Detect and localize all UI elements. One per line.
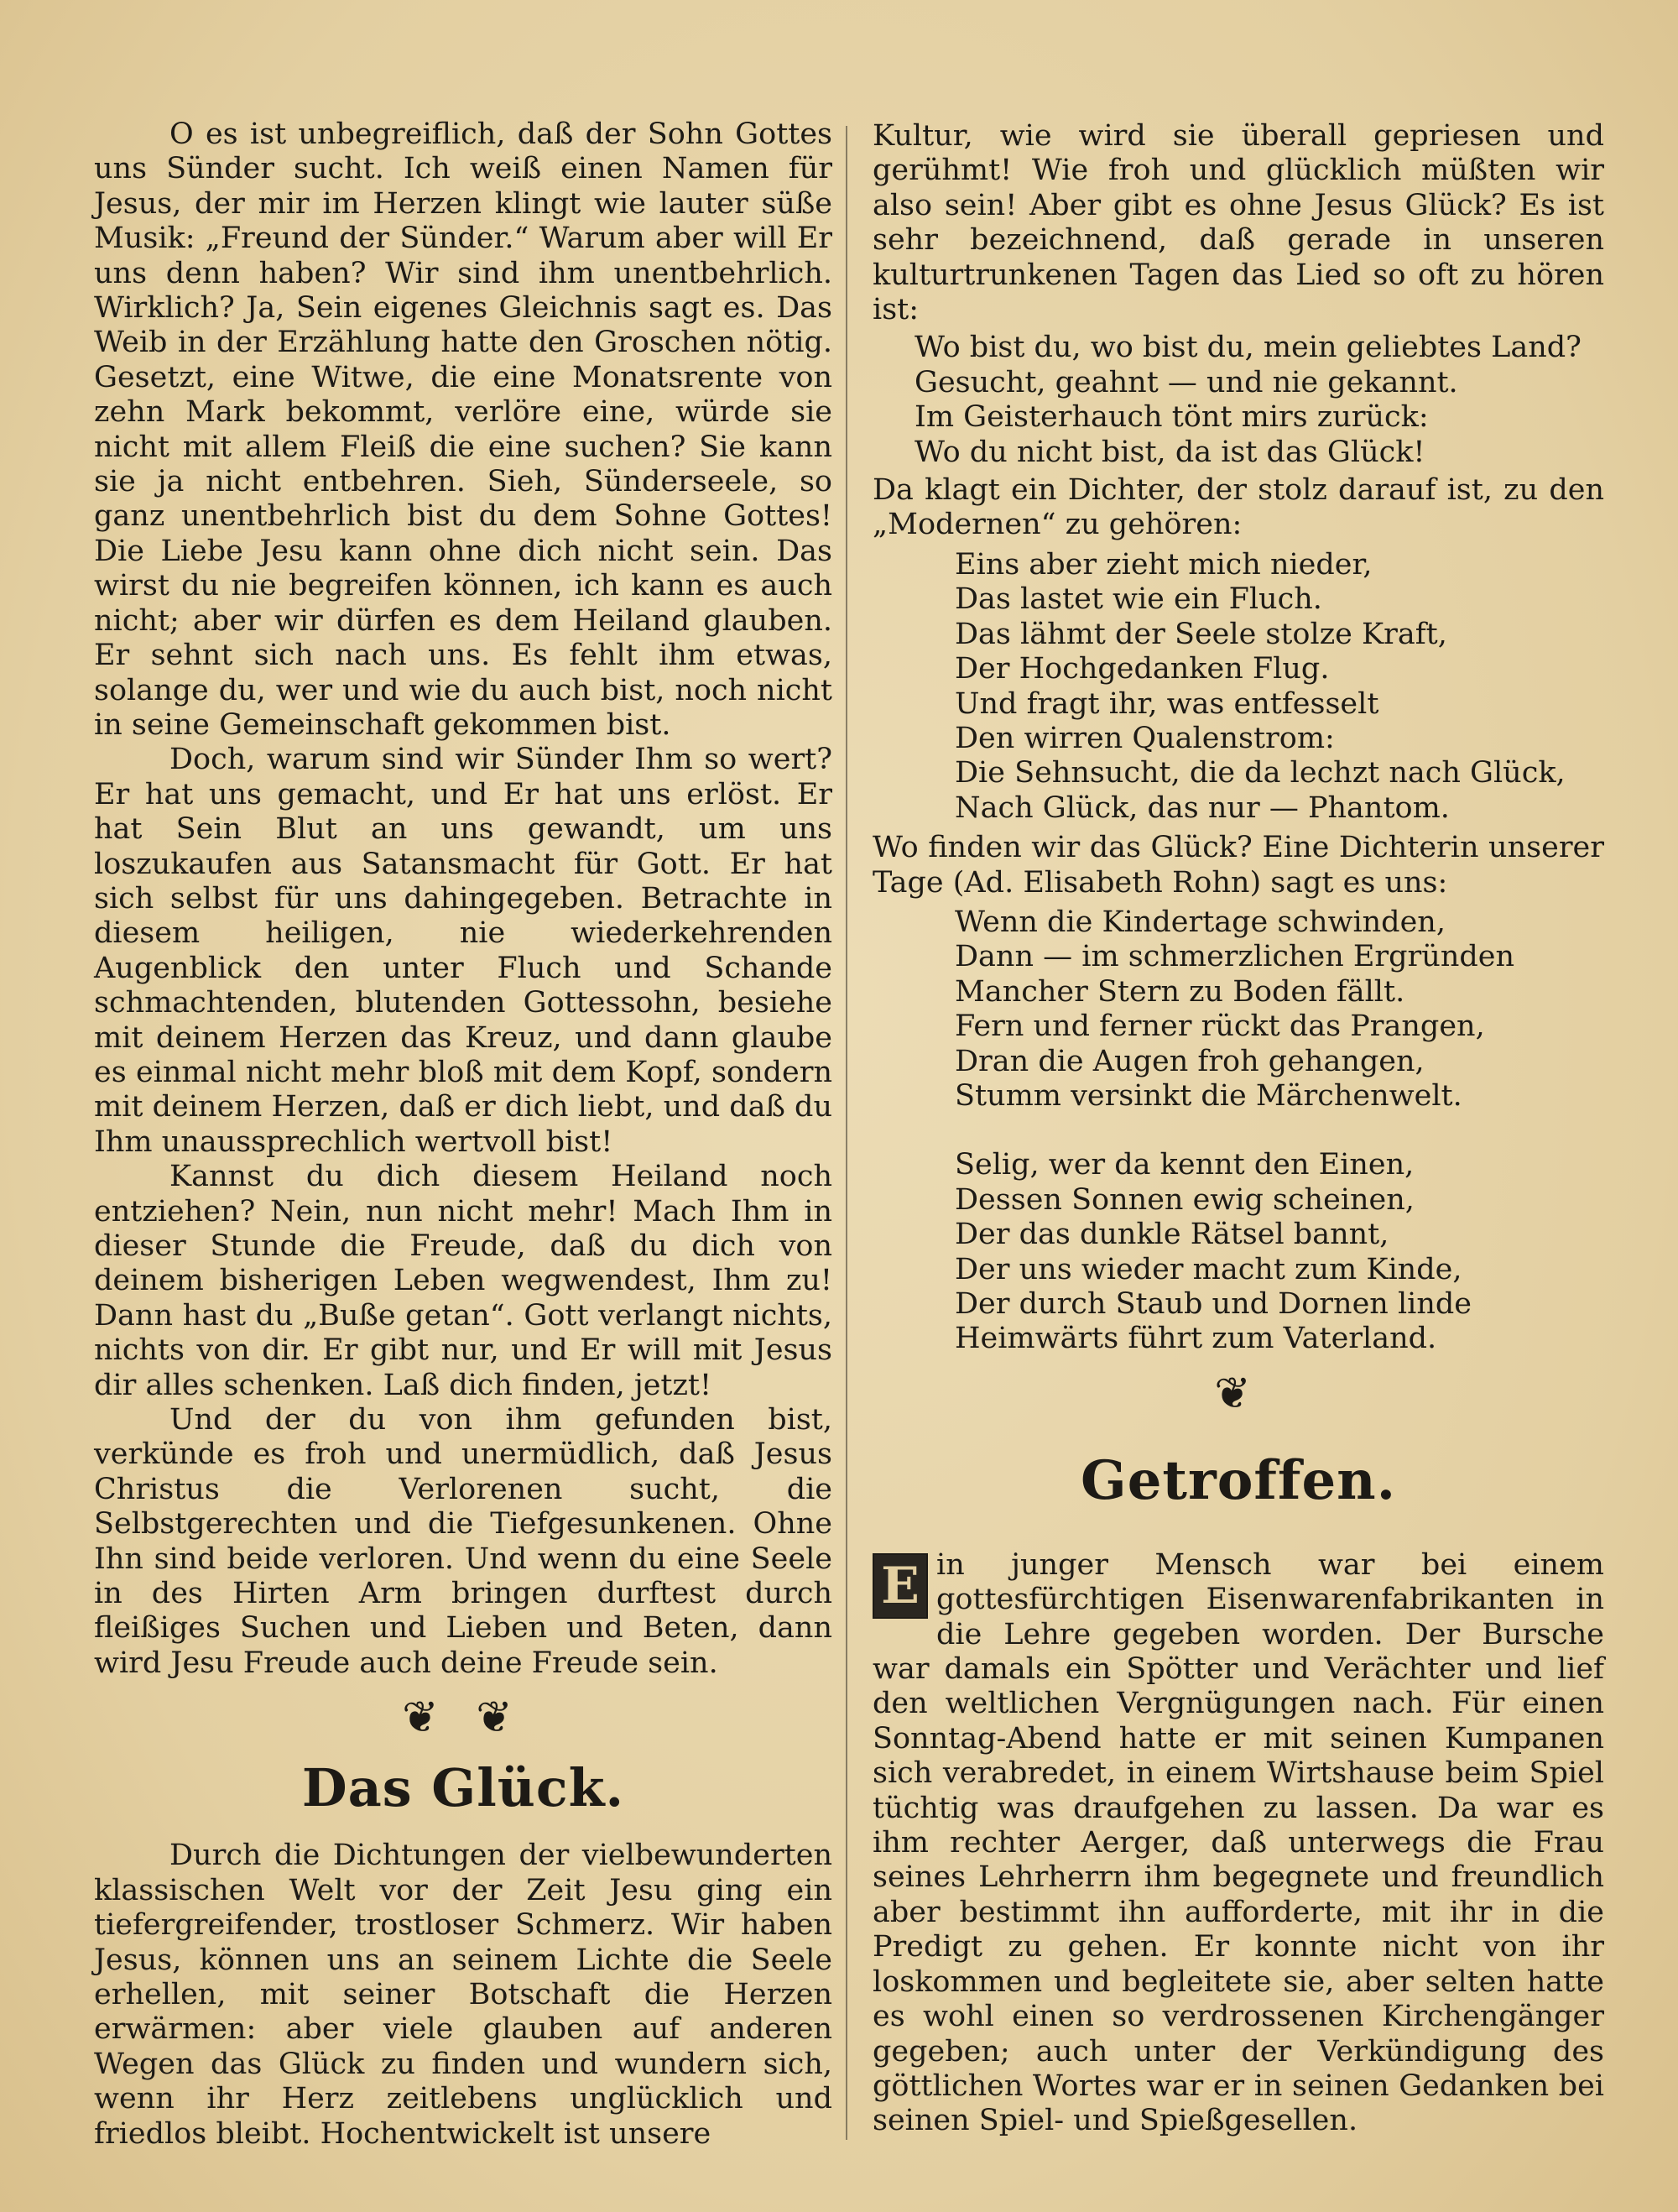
poem-line: Selig, wer da kennt den Einen, xyxy=(955,1148,1415,1182)
paragraph: Und der du von ihm gefunden bist, verkünde es froh und unermüdlich, daß Jesus Christus die Verlorenen sucht, die Selbstgerechten und die Tiefgesunkenen. Ohne Ihn sind beide verloren. Und wenn du eine Seele in des Hirten Arm bringen durftest durch fleißiges Suchen und Lieben und Beten, dann wird Jesu Freude auch deine Freude sein. xyxy=(94,1403,832,1680)
poem-line: Eins aber zieht mich nieder, xyxy=(955,547,1373,582)
article-heading: Das Glück. xyxy=(301,1757,625,1819)
story-text: in junger Mensch war bei einem gottesfürchtigen Eisenwarenfabrikanten in die Lehre gegeben worden. Der Bursche war damals ein Spötter und Verächter und lief den weltlichen Vergnügungen nach. Für einen Sonntag-Abend hatte er mit seinen Kumpanen sich verabredet, in einem Wirtshause beim Spiel tüchtig was draufgehen zu lassen. Da war es ihm rechter Aerger, daß unterwegs die Frau seines Lehrherrn ihm begegnete und freundlich aber bestimmt ihn aufforderte, mit ihr in die Predigt zu gehen. Er konnte nicht von ihr loskommen und begleitete sie, aber selten hatte es wohl einen so verdrossenen Kirchengänger gegeben; auch unter der Verkündigung des göttlichen Wortes war er in seinen Gedanken bei seinen Spiel- und Spießgesellen. xyxy=(873,1547,1604,2138)
poem-line: Den wirren Qualenstrom: xyxy=(955,721,1335,755)
poem-line: Der das dunkle Rätsel bannt, xyxy=(955,1218,1389,1252)
ornament-divider: ❦ xyxy=(1214,1368,1263,1419)
poem xyxy=(955,548,1604,826)
poem-line: Das lastet wie ein Fluch. xyxy=(955,582,1322,617)
article-heading: Getroffen. xyxy=(1081,1448,1396,1512)
paragraph: Kultur, wie wird sie überall gepriesen und gerühmt! Wie froh und glücklich müßten wir also sein! Aber gibt es ohne Jesus Glück? Es ist sehr bezeichnend, daß gerade in unseren kulturtrunkenen Tagen das Lied so oft zu hören ist: xyxy=(873,119,1604,327)
poem-line: Nach Glück, das nur — Phantom. xyxy=(955,790,1450,825)
paragraph: Kannst du dich diesem Heiland noch entziehen? Nein, nun nicht mehr! Mach Ihm in dieser Stunde die Freude, daß du dich von deinem bisherigen Leben wegwendest, Ihm zu! Dann hast du „Buße getan“. Gott verlangt nichts, nichts von dir. Er gibt nur, und Er will mit Jesus dir alles schenken. Laß dich finden, jetzt! xyxy=(94,1160,832,1402)
poem-line: Der Hochgedanken Flug. xyxy=(955,652,1330,686)
poem-line: Im Geisterhauch tönt mirs zurück: xyxy=(915,400,1429,435)
poem-line: Mancher Stern zu Boden fällt. xyxy=(955,974,1405,1009)
paragraph: Doch, warum sind wir Sünder Ihm so wert? Er hat uns gemacht, und Er hat uns erlöst. Er hat Sein Blut an uns gewandt, um uns loszukaufen aus Satansmacht für Gott. Er hat sich selbst für uns dahingegeben. Betrachte in diesem heiligen, nie wiederkehrenden Augenblick den unter Fluch und Schande schmachtenden, blutenden Gottessohn, besiehe mit deinem Herzen das Kreuz, und dann glaube es einmal nicht mehr bloß mit dem Kopf, sondern mit deinem Herzen, daß er dich liebt, und daß du Ihm unaussprechlich wertvoll bist! xyxy=(94,743,832,1159)
stanza-gap xyxy=(955,1114,1604,1148)
poem-line: Wenn die Kindertage schwinden, xyxy=(955,905,1446,939)
left-column xyxy=(94,117,832,2152)
poem-line: Heimwärts führt zum Vaterland. xyxy=(955,1322,1437,1356)
poem-line: Gesucht, geahnt — und nie gekannt. xyxy=(915,365,1458,399)
poem xyxy=(915,331,1604,470)
poem xyxy=(955,905,1604,1357)
column-rule xyxy=(846,126,847,2140)
poem-line: Stumm versinkt die Märchenwelt. xyxy=(955,1078,1462,1113)
poem-line: Wo bist du, wo bist du, mein geliebtes Land? xyxy=(915,331,1582,365)
paragraph: Wo finden wir das Glück? Eine Dichterin unserer Tage (Ad. Elisabeth Rohn) sagt es uns: xyxy=(873,831,1604,900)
poem-line: Fern und ferner rückt das Prangen, xyxy=(955,1009,1485,1044)
poem-line: Wo du nicht bist, da ist das Glück! xyxy=(915,435,1425,469)
poem-line: Dessen Sonnen ewig scheinen, xyxy=(955,1182,1415,1217)
paragraph: O es ist unbegreiflich, daß der Sohn Gottes uns Sünder sucht. Ich weiß einen Namen für Jesus, der mir im Herzen klingt wie lauter süße Musik: „Freund der Sünder.“ Warum aber will Er uns denn haben? Wir sind ihm unentbehrlich. Wirklich? Ja, Sein eigenes Gleichnis sagt es. Das Weib in der Erzählung hatte den Groschen nötig. Gesetzt, eine Witwe, die eine Monatsrente von zehn Mark bekommt, verlöre eine, würde sie nicht mit allem Fleiß die eine suchen? Sie kann sie ja nicht entbehren. Sieh, Sünderseele, so ganz unentbehrlich bist du dem Sohne Gottes! Die Liebe Jesu kann ohne dich nicht sein. Das wirst du nie begreifen können, ich kann es auch nicht; aber wir dürfen es dem Heiland glauben. Er sehnt sich nach uns. Es fehlt ihm etwas, solange du, wer und wie du auch bist, noch nicht in seine Gemeinschaft gekommen bist. xyxy=(94,117,832,742)
poem-line: Das lähmt der Seele stolze Kraft, xyxy=(955,617,1447,651)
poem-line: Der uns wieder macht zum Kinde, xyxy=(955,1252,1462,1286)
poem-line: Der durch Staub und Dornen linde xyxy=(955,1287,1472,1321)
poem-line: Die Sehnsucht, die da lechzt nach Glück, xyxy=(955,756,1566,790)
ornament-divider: ❦ ❦ xyxy=(402,1693,524,1744)
paragraph xyxy=(873,1548,1604,2139)
paragraph: Da klagt ein Dichter, der stolz darauf ist, zu den „Modernen“ zu gehören: xyxy=(873,473,1604,542)
poem-line: Dran die Augen froh gehangen, xyxy=(955,1044,1425,1078)
drop-cap: E xyxy=(873,1553,928,1619)
poem-line: Und fragt ihr, was entfesselt xyxy=(955,686,1379,721)
poem-line: Dann — im schmerzlichen Ergründen xyxy=(955,940,1515,974)
paragraph: Durch die Dichtungen der vielbewunderten klassischen Welt vor der Zeit Jesu ging ein tiefergreifender, trostloser Schmerz. Wir haben Jesus, können uns an seinem Lichte die Seele erhellen, mit seiner Botschaft die Herzen erwärmen: aber viele glauben auf anderen Wegen das Glück zu finden und wundern sich, wenn ihr Herz zeitlebens unglücklich und friedlos bleibt. Hochentwickelt ist unsere xyxy=(94,1839,832,2151)
right-column xyxy=(873,119,1604,2139)
